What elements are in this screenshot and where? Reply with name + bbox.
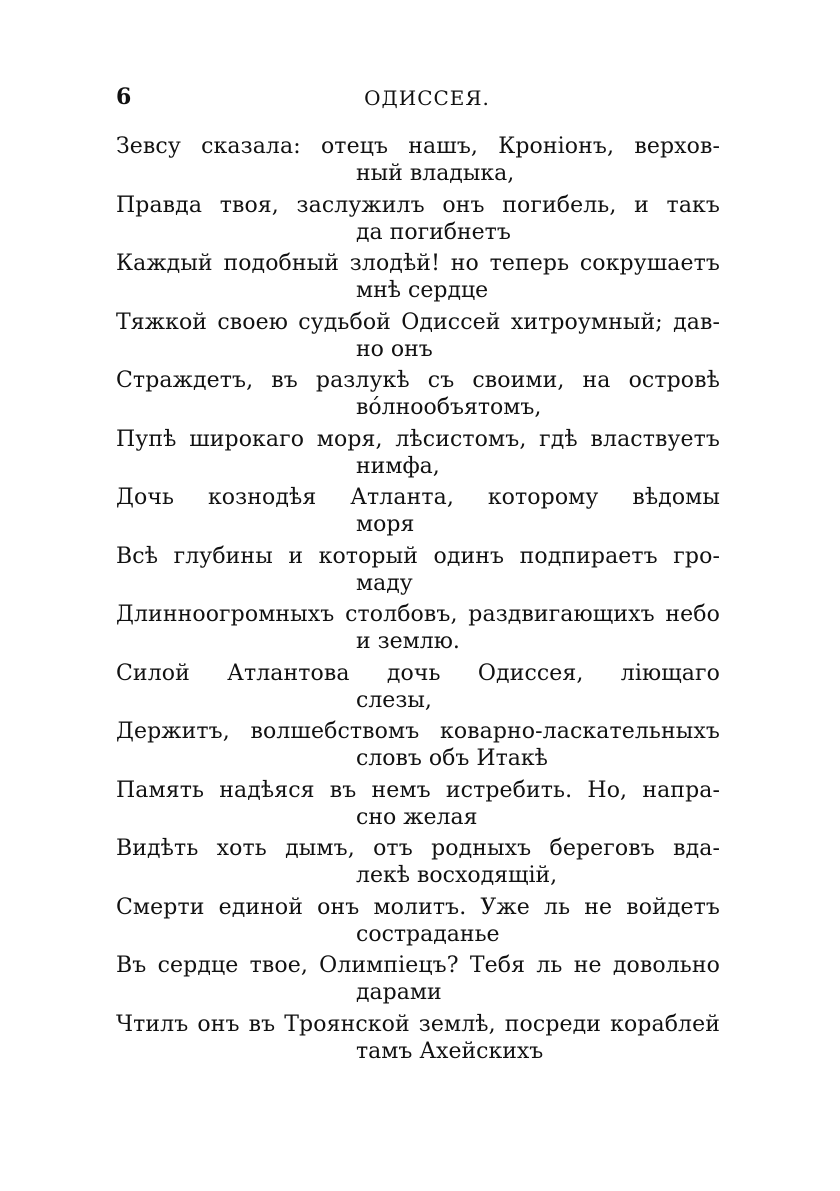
verse (116, 600, 720, 659)
verse (116, 483, 720, 542)
verse-line: Видѣть хоть дымъ, отъ родныхъ береговъ вда- (116, 836, 720, 861)
verse (116, 191, 720, 250)
verse-line: Зевсу сказала: отецъ нашъ, Кроніонъ, верхов- (116, 134, 720, 159)
verse (116, 717, 720, 776)
verse-line: Держитъ, волшебствомъ коварно-ласкательныхъ (116, 719, 720, 744)
verse-line: Память надѣяся въ немъ истребить. Но, напра- (116, 777, 720, 803)
verse (116, 366, 720, 425)
verse-continuation: словъ объ Итакѣ (356, 746, 548, 771)
verse-continuation: ный владыка, (356, 161, 515, 186)
verse-continuation: слезы, (356, 687, 432, 713)
verse-continuation: тамъ Ахейскихъ (356, 1038, 544, 1064)
verse (116, 425, 720, 484)
verse-continuation: лекѣ восходящій, (356, 863, 558, 888)
verse-continuation: мнѣ сердце (356, 278, 489, 303)
verse (116, 834, 720, 893)
verse-line: Правда твоя, заслужилъ онъ погибель, и такъ (116, 192, 720, 218)
verse-continuation: да погибнетъ (356, 219, 511, 245)
verse (116, 132, 720, 191)
verse (116, 951, 720, 1010)
verse (116, 249, 720, 308)
verse (116, 1010, 720, 1069)
verse-line: Каждый подобный злодѣй! но теперь сокрушаетъ (116, 251, 720, 276)
verse-line: Тяжкой своею судьбой Одиссей хитроумный; дав- (116, 309, 720, 335)
verse-continuation: дарами (356, 980, 442, 1005)
verse-line: Длинноогромныхъ столбовъ, раздвигающихъ небо (116, 602, 720, 627)
verse (116, 308, 720, 367)
verse-line: Чтилъ онъ въ Троянской землѣ, посреди кораблей (116, 1011, 720, 1037)
page-number: 6 (116, 84, 132, 110)
verse-continuation: вóлнообъятомъ, (356, 395, 542, 420)
verse-line: Пупѣ широкаго моря, лѣсистомъ, гдѣ властвуетъ (116, 426, 720, 452)
running-title: ОДИССЕЯ. (364, 86, 490, 110)
verse-line: Страждетъ, въ разлукѣ съ своими, на островѣ (116, 368, 720, 393)
verse-continuation: состраданье (356, 921, 500, 947)
verse-line: Дочь кознодѣя Атланта, которому вѣдомы (116, 485, 720, 510)
verse-continuation: нимфа, (356, 453, 440, 479)
verse (116, 893, 720, 952)
verse-line: Смерти единой онъ молитъ. Уже ль не войдетъ (116, 894, 720, 920)
verse-continuation: сно желая (356, 804, 478, 830)
verse (116, 659, 720, 718)
verse-line: Всѣ глубины и который одинъ подпираетъ гро- (116, 543, 720, 569)
verse-continuation: моря (356, 512, 415, 537)
verse-line: Силой Атлантова дочь Одиссея, ліющаго (116, 660, 720, 686)
verse-continuation: и землю. (356, 629, 460, 654)
verse-continuation: маду (356, 570, 413, 596)
verse-continuation: но онъ (356, 336, 433, 362)
verse-line: Въ сердце твое, Олимпіецъ? Тебя ль не довольно (116, 953, 720, 978)
verse (116, 542, 720, 601)
verse-block (116, 132, 720, 1068)
verse (116, 776, 720, 835)
page-header (116, 84, 720, 114)
